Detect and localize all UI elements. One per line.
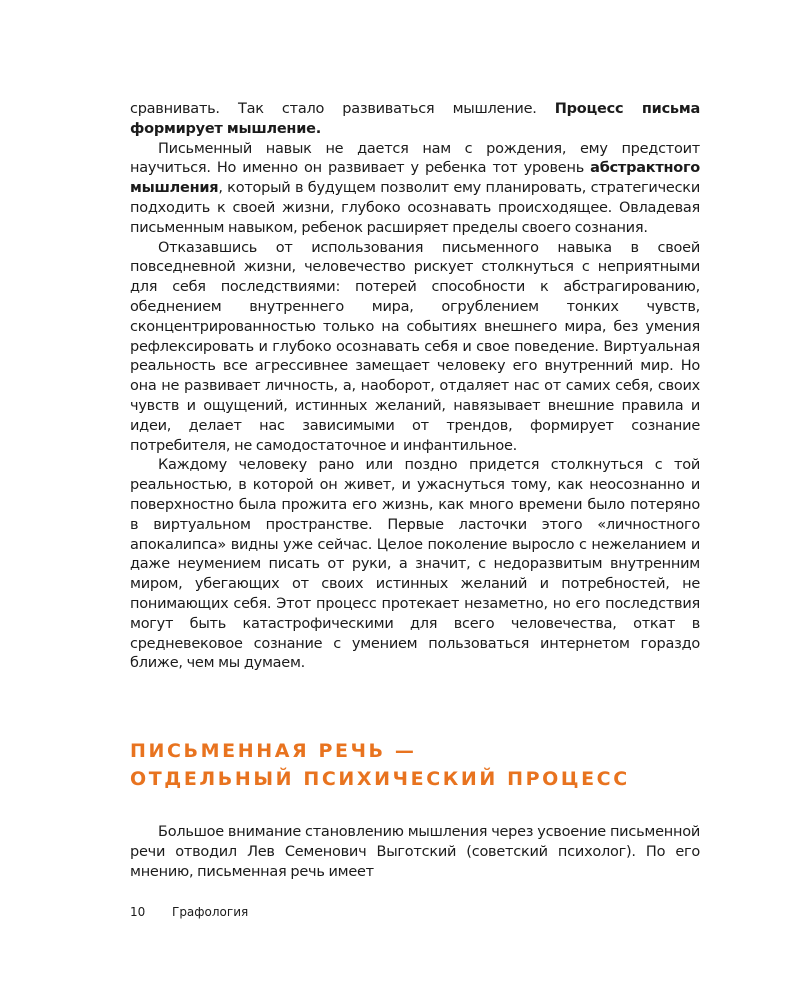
paragraph-text: Каждому человеку рано или поздно придется столкнуться с той реальностью, в которой он живет, и ужаснуться тому, как неосознанно и поверхностно была прожита его жизнь, как много времени было потеряно в виртуальном пространстве. Первые ласточки этого «личностного апокалипса» видны уже сейчас. Целое поколение выросло с нежеланием и даже неумением писать от руки, а значит, с недоразвитым внутренним миром, убегающих от своих истинных желаний и потребностей, не понимающих себя. Этот процесс протекает незаметно, но его последствия могут быть катастрофическими для всего человечества, откат в средневековое сознание с умением пользоваться интернетом гораздо ближе, чем мы думаем.: [130, 457, 700, 672]
running-title: Графология: [172, 905, 249, 919]
bold-phrase: абстрактного мышления: [130, 160, 700, 197]
body-text: [130, 100, 700, 674]
bold-phrase: Процесс письма формирует мышление.: [130, 101, 700, 137]
section-body: [130, 823, 700, 882]
paragraph-2: [130, 140, 700, 239]
section-heading-line-1: ПИСЬМЕННАЯ РЕЧЬ —: [130, 740, 417, 762]
paragraph-5: Большое внимание становлению мышления через усвоение письменной речи отводил Лев Семенович Выготский (советский психолог). По его мнению, письменная речь имеет: [130, 824, 700, 880]
paragraph-4: [130, 456, 700, 674]
section-heading-line-2: ОТДЕЛЬНЫЙ ПСИХИЧЕСКИЙ ПРОЦЕСС: [130, 768, 630, 790]
paragraph-1: [130, 100, 700, 140]
paragraph-text: Письменный навык не дается нам с рождения, ему предстоит научиться. Но именно он развивает у ребенка тот уровень: [130, 140, 700, 177]
page-footer: [130, 905, 248, 919]
paragraph-text: , который в будущем позволит ему планировать, стратегически подходить к своей жизни, глубоко осознавать происходящее. Овладевая письменным навыком, ребенок расширяет пределы своего сознания.: [130, 180, 700, 236]
section-heading: [130, 737, 700, 793]
page-number: 10: [130, 905, 146, 919]
paragraph-3: [130, 239, 700, 457]
paragraph-text: сравнивать. Так стало развиваться мышление.: [130, 101, 555, 117]
paragraph-text: Отказавшись от использования письменного навыка в своей повседневной жизни, человечество рискует столкнуться с неприятными для себя последствиями: потерей способности к абстрагированию, обеднением внутреннего мира, огрублением тонких чувств, сконцентрированностью только на событиях внешнего мира, без умения рефлексировать и глубоко осознавать себя и свое поведение. Виртуальная реальность все агрессивнее замещает человеку его внутренний мир. Но она не развивает личность, а, наоборот, отдаляет нас от самих себя, своих чувств и ощущений, истинных желаний, навязывает внешние правила и идеи, делает нас зависимыми от трендов, формирует сознание потребителя, не самодостаточное и инфантильное.: [130, 239, 700, 454]
